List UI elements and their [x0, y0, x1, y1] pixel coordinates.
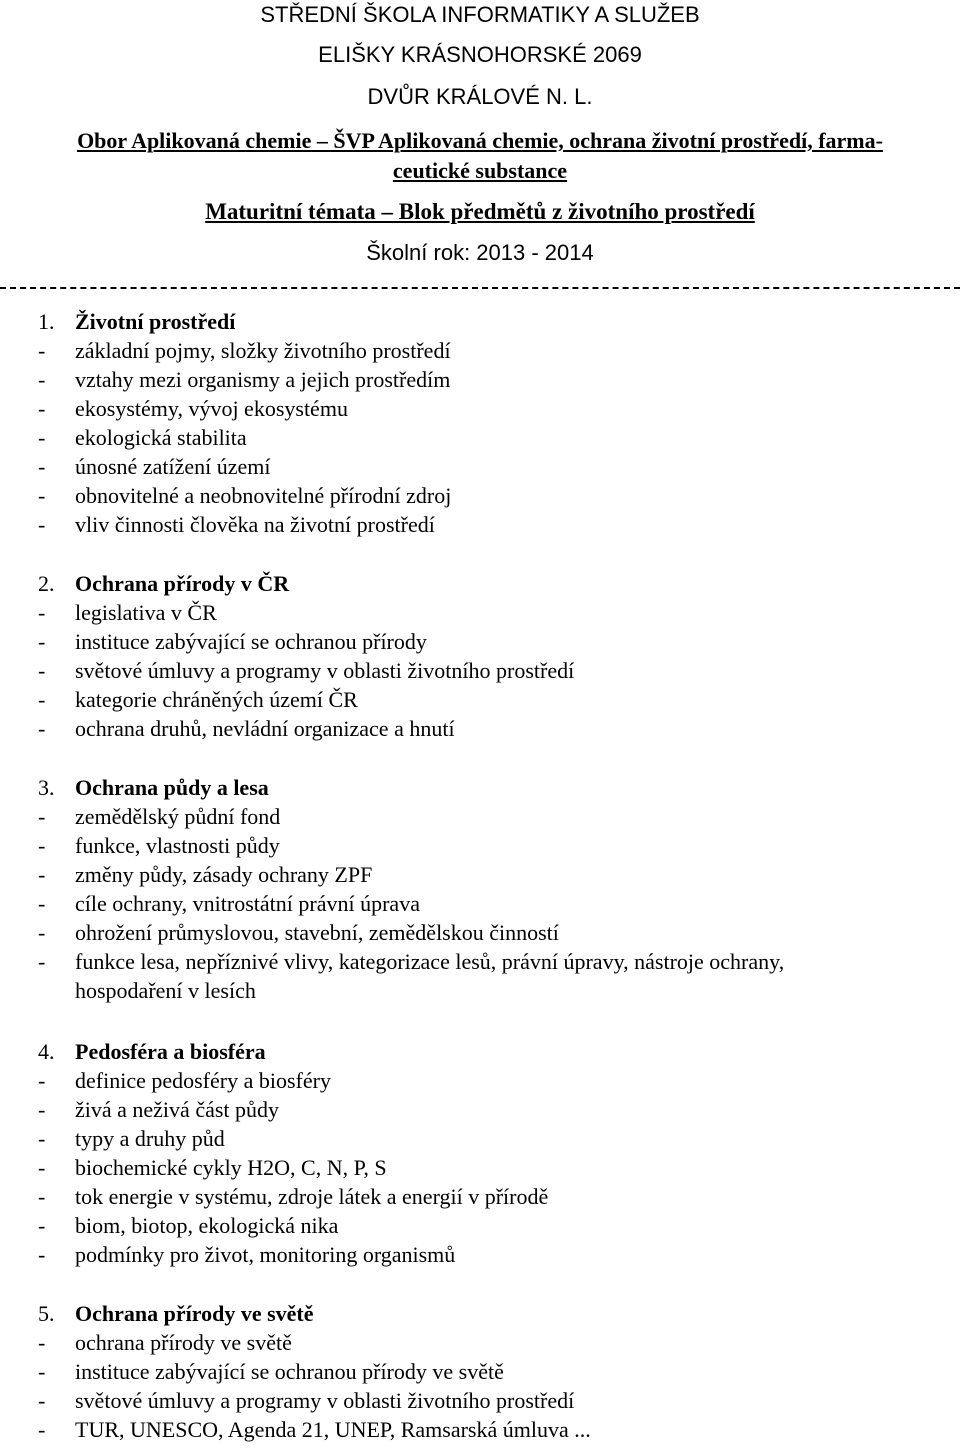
list-item-text: ochrana přírody ve světě	[75, 1330, 292, 1355]
list-item	[38, 1155, 387, 1181]
bullet-dash: -	[38, 1330, 46, 1355]
list-item	[38, 716, 455, 742]
list-item	[38, 1068, 331, 1094]
list-item-text: kategorie chráněných území ČR	[75, 687, 358, 712]
exam-topics-heading: Maturitní témata – Blok předmětů z životního prostředí	[205, 199, 755, 224]
topic-number: 1.	[38, 309, 55, 334]
list-item	[38, 687, 358, 713]
list-item-text: typy a druhy půd	[75, 1126, 225, 1151]
list-item-text: ekosystémy, vývoj ekosystému	[75, 396, 348, 421]
topic-title	[38, 1039, 266, 1065]
list-item-text: cíle ochrany, vnitrostátní právní úprava	[75, 891, 420, 916]
list-item	[38, 658, 574, 684]
dashed-divider	[0, 287, 960, 289]
bullet-dash: -	[38, 920, 46, 945]
topic-title	[38, 571, 289, 597]
list-item-text: základní pojmy, složky životního prostředí	[75, 338, 451, 363]
topic-number: 5.	[38, 1301, 55, 1326]
list-item	[38, 1213, 338, 1239]
bullet-dash: -	[38, 687, 46, 712]
list-item-text: zemědělský půdní fond	[75, 804, 281, 829]
bullet-dash: -	[38, 833, 46, 858]
list-item-text: ohrožení průmyslovou, stavební, zemědělskou činností	[75, 920, 559, 945]
list-item-text: ochrana druhů, nevládní organizace a hnutí	[75, 716, 455, 741]
bullet-dash: -	[38, 483, 46, 508]
list-item-text: biochemické cykly H2O, C, N, P, S	[75, 1155, 387, 1180]
list-item	[38, 1097, 279, 1123]
bullet-dash: -	[38, 1155, 46, 1180]
list-item	[38, 804, 280, 830]
list-item-text: vztahy mezi organismy a jejich prostředím	[75, 367, 451, 392]
topic-name: Životní prostředí	[75, 309, 236, 334]
school-year: Školní rok: 2013 - 2014	[366, 240, 594, 265]
bullet-dash: -	[38, 454, 46, 479]
list-item-text: tok energie v systému, zdroje látek a energií v přírodě	[75, 1184, 549, 1209]
list-item-text: světové úmluvy a programy v oblasti životního prostředí	[75, 1388, 575, 1413]
list-item-text: TUR, UNESCO, Agenda 21, UNEP, Ramsarská úmluva ...	[75, 1417, 591, 1442]
topic-title	[38, 775, 269, 801]
bullet-dash: -	[38, 600, 46, 625]
list-item	[38, 600, 217, 626]
bullet-dash: -	[38, 1213, 46, 1238]
bullet-dash: -	[38, 367, 46, 392]
topic-title	[38, 1301, 314, 1327]
bullet-dash: -	[38, 862, 46, 887]
list-item	[38, 483, 451, 509]
bullet-dash: -	[38, 1184, 46, 1209]
list-item-continuation: hospodaření v lesích	[75, 978, 256, 1003]
list-item-text: legislativa v ČR	[75, 600, 217, 625]
topic-name: Ochrana přírody ve světě	[75, 1301, 314, 1326]
list-item-text: funkce, vlastnosti půdy	[75, 833, 280, 858]
bullet-dash: -	[38, 1126, 46, 1151]
list-item	[38, 1359, 504, 1385]
bullet-dash: -	[38, 804, 46, 829]
list-item-text: instituce zabývající se ochranou přírody ve světě	[75, 1359, 504, 1384]
list-item	[38, 833, 280, 859]
list-item	[38, 1126, 225, 1152]
field-of-study-line2: ceutické substance	[392, 158, 568, 183]
list-item-text: instituce zabývající se ochranou přírody	[75, 629, 427, 654]
list-item-text: ekologická stabilita	[75, 425, 247, 450]
topic-number: 3.	[38, 775, 55, 800]
list-item-text: funkce lesa, nepříznivé vlivy, kategorizace lesů, právní úpravy, nástroje ochrany,	[75, 949, 785, 974]
list-item	[38, 629, 427, 655]
list-item	[38, 891, 420, 917]
bullet-dash: -	[38, 891, 46, 916]
list-item-text: definice pedosféry a biosféry	[75, 1068, 331, 1093]
list-item	[38, 949, 784, 975]
list-item	[38, 1330, 292, 1356]
field-of-study-line1: Obor Aplikovaná chemie – ŠVP Aplikovaná chemie, ochrana životní prostředí, farma-	[77, 128, 883, 153]
list-item	[38, 1388, 574, 1414]
bullet-dash: -	[38, 658, 46, 683]
bullet-dash: -	[38, 629, 46, 654]
list-item	[38, 920, 559, 946]
list-item-text: živá a neživá část půdy	[75, 1097, 280, 1122]
bullet-dash: -	[38, 512, 46, 537]
list-item	[38, 862, 372, 888]
school-name-line1: STŘEDNÍ ŠKOLA INFORMATIKY A SLUŽEB	[260, 2, 700, 27]
bullet-dash: -	[38, 338, 46, 363]
bullet-dash: -	[38, 949, 46, 974]
bullet-dash: -	[38, 1097, 46, 1122]
bullet-dash: -	[38, 425, 46, 450]
list-item	[38, 454, 270, 480]
bullet-dash: -	[38, 1417, 46, 1442]
list-item-text: změny půdy, zásady ochrany ZPF	[75, 862, 373, 887]
bullet-dash: -	[38, 1242, 46, 1267]
bullet-dash: -	[38, 396, 46, 421]
bullet-dash: -	[38, 716, 46, 741]
list-item-text: podmínky pro život, monitoring organismů	[75, 1242, 456, 1267]
list-item-text: obnovitelné a neobnovitelné přírodní zdroj	[75, 483, 452, 508]
list-item-text: světové úmluvy a programy v oblasti životního prostředí	[75, 658, 575, 683]
list-item-text: biom, biotop, ekologická nika	[75, 1213, 339, 1238]
topic-name: Pedosféra a biosféra	[75, 1039, 266, 1064]
topic-name: Ochrana půdy a lesa	[75, 775, 269, 800]
list-item	[38, 1242, 455, 1268]
bullet-dash: -	[38, 1388, 46, 1413]
school-name-line2: ELIŠKY KRÁSNOHORSKÉ 2069	[318, 42, 642, 67]
list-item	[38, 425, 247, 451]
list-item	[38, 512, 435, 538]
list-item	[38, 1417, 591, 1443]
topic-name: Ochrana přírody v ČR	[75, 571, 290, 596]
topic-title	[38, 309, 235, 335]
list-item	[38, 396, 348, 422]
list-item	[38, 367, 450, 393]
bullet-dash: -	[38, 1359, 46, 1384]
list-item	[38, 1184, 548, 1210]
bullet-dash: -	[38, 1068, 46, 1093]
topic-number: 2.	[38, 571, 55, 596]
list-item	[38, 338, 451, 364]
topic-number: 4.	[38, 1039, 55, 1064]
list-item-text: vliv činnosti člověka na životní prostředí	[75, 512, 435, 537]
list-item-text: únosné zatížení území	[75, 454, 271, 479]
school-address-line: DVŮR KRÁLOVÉ N. L.	[367, 84, 593, 109]
